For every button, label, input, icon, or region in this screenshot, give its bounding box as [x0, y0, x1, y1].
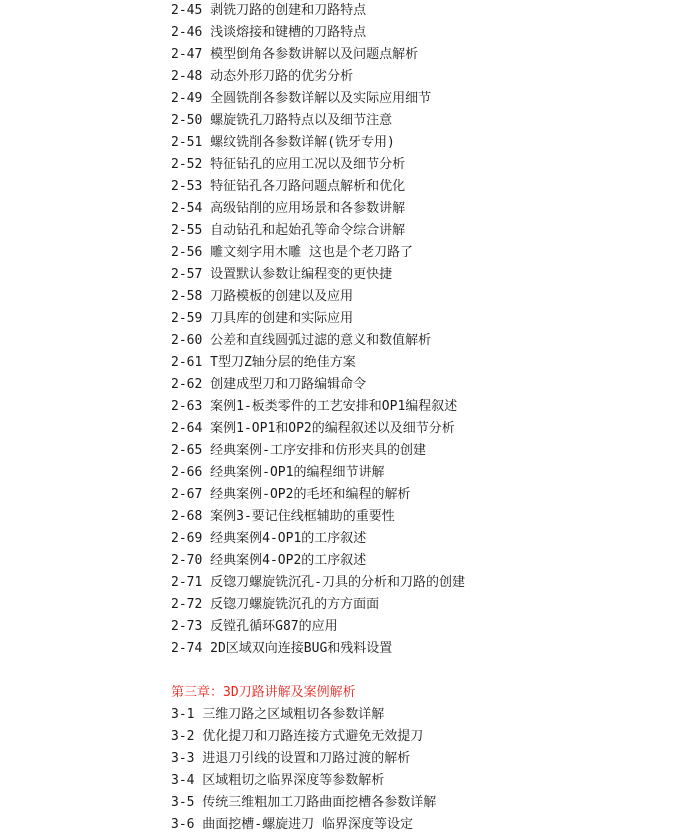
toc-item: 2-70 经典案例4-OP2的工序叙述 — [171, 553, 367, 568]
toc-item: 2-60 公差和直线圆弧过滤的意义和数值解析 — [171, 333, 432, 348]
toc-item: 2-53 特征钻孔各刀路问题点解析和优化 — [171, 179, 406, 194]
toc-item: 2-57 设置默认参数让编程变的更快捷 — [171, 267, 393, 282]
toc-item: 2-54 高级钻削的应用场景和各参数讲解 — [171, 201, 406, 216]
table-of-contents — [171, 0, 671, 836]
toc-item: 3-6 曲面挖槽-螺旋进刀 临界深度等设定 — [171, 817, 413, 832]
section-2-list — [171, 0, 671, 660]
toc-item: 2-72 反锪刀螺旋铣沉孔的方方面面 — [171, 597, 380, 612]
toc-item: 2-62 创建成型刀和刀路编辑命令 — [171, 377, 367, 392]
toc-item: 2-73 反镗孔循环G87的应用 — [171, 619, 338, 634]
toc-item: 2-66 经典案例-OP1的编程细节讲解 — [171, 465, 385, 480]
chapter-heading: 第三章：3D刀路讲解及案例解析 — [171, 685, 356, 700]
section-spacer — [171, 660, 671, 682]
toc-item: 2-69 经典案例4-OP1的工序叙述 — [171, 531, 367, 546]
toc-item: 2-48 动态外形刀路的优劣分析 — [171, 69, 354, 84]
toc-item: 2-55 自动钻孔和起始孔等命令综合讲解 — [171, 223, 406, 238]
toc-item: 2-65 经典案例-工序安排和仿形夹具的创建 — [171, 443, 426, 458]
toc-item: 2-47 模型倒角各参数讲解以及问题点解析 — [171, 47, 419, 62]
toc-item: 2-59 刀具库的创建和实际应用 — [171, 311, 354, 326]
toc-item: 3-4 区域粗切之临界深度等参数解析 — [171, 773, 385, 788]
toc-item: 3-1 三维刀路之区域粗切各参数详解 — [171, 707, 385, 722]
toc-item: 3-5 传统三维粗加工刀路曲面挖槽各参数详解 — [171, 795, 437, 810]
toc-item: 2-56 雕文刻字用木雕 这也是个老刀路了 — [171, 245, 413, 260]
toc-item: 2-61 T型刀Z轴分层的绝佳方案 — [171, 355, 356, 370]
toc-item: 2-74 2D区域双向连接BUG和残料设置 — [171, 641, 393, 656]
toc-item: 2-49 全圆铣削各参数详解以及实际应用细节 — [171, 91, 432, 106]
toc-item: 2-71 反锪刀螺旋铣沉孔-刀具的分析和刀路的创建 — [171, 575, 465, 590]
toc-item: 2-63 案例1-板类零件的工艺安排和OP1编程叙述 — [171, 399, 458, 414]
toc-item: 2-45 剥铣刀路的创建和刀路特点 — [171, 3, 367, 18]
toc-item: 3-2 优化提刀和刀路连接方式避免无效提刀 — [171, 729, 424, 744]
toc-item: 2-64 案例1-OP1和OP2的编程叙述以及细节分析 — [171, 421, 455, 436]
toc-item: 2-52 特征钻孔的应用工况以及细节分析 — [171, 157, 406, 172]
toc-item: 2-51 螺纹铣削各参数详解(铣牙专用) — [171, 135, 395, 150]
toc-item: 2-50 螺旋铣孔刀路特点以及细节注意 — [171, 113, 393, 128]
toc-item: 3-3 进退刀引线的设置和刀路过渡的解析 — [171, 751, 411, 766]
toc-item: 2-58 刀路模板的创建以及应用 — [171, 289, 354, 304]
toc-item: 2-46 浅谈熔接和键槽的刀路特点 — [171, 25, 367, 40]
toc-item: 2-68 案例3-要记住线框辅助的重要性 — [171, 509, 395, 524]
chapter-3-section — [171, 682, 671, 836]
toc-item: 2-67 经典案例-OP2的毛坯和编程的解析 — [171, 487, 411, 502]
